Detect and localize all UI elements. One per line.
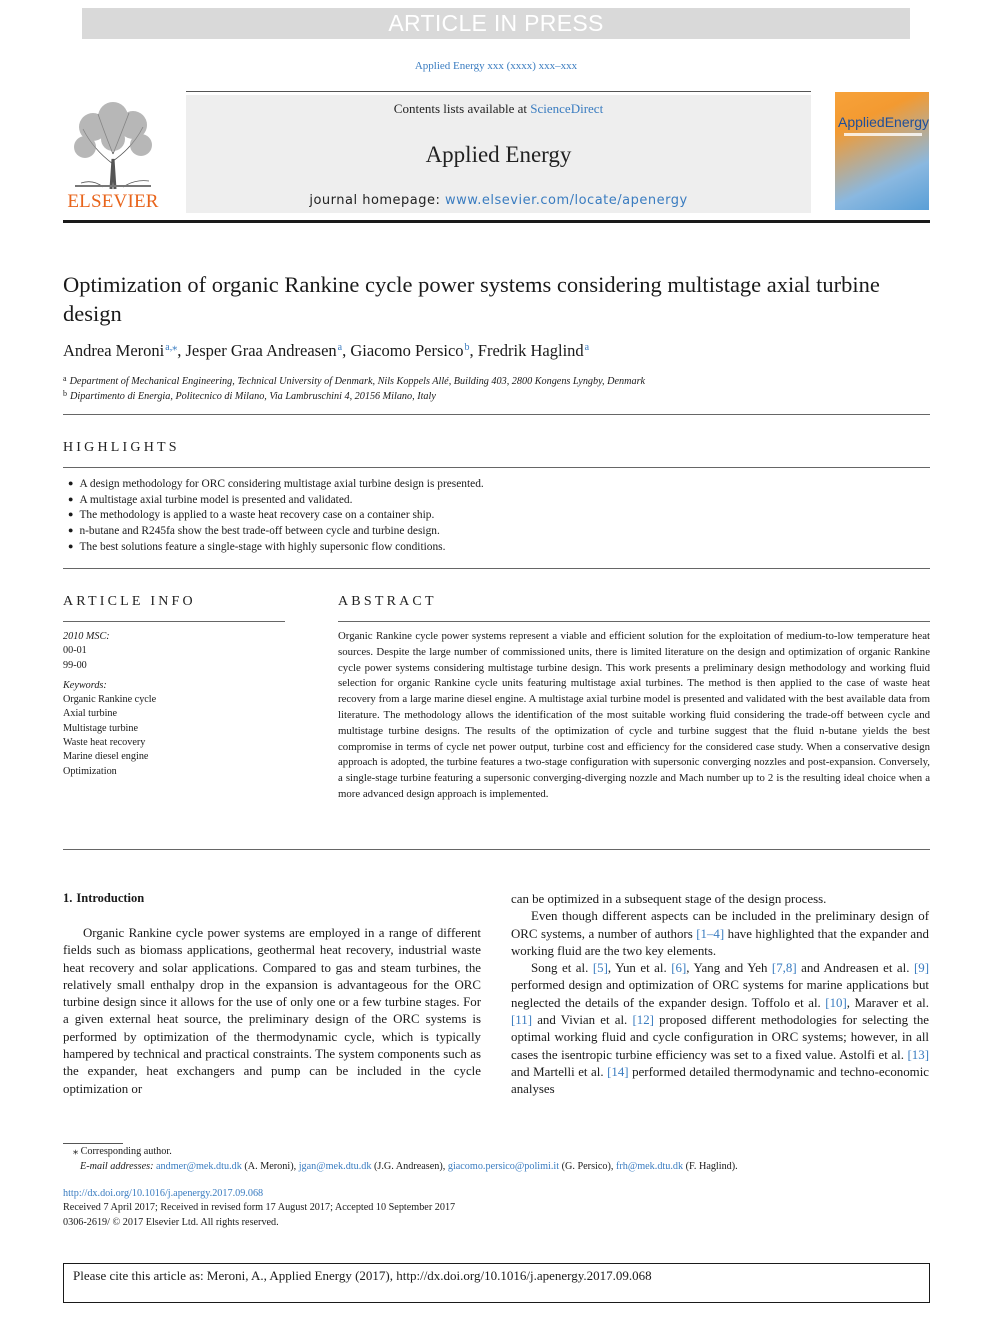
citation-link[interactable]: [1–4] bbox=[696, 926, 725, 941]
citation-link[interactable]: [10] bbox=[825, 995, 847, 1010]
article-title: Optimization of organic Rankine cycle power systems considering multistage axial turbine design bbox=[63, 272, 880, 326]
contents-line bbox=[186, 101, 811, 117]
article-in-press-banner: ARTICLE IN PRESS bbox=[82, 8, 910, 39]
journal-cover-stripe bbox=[844, 133, 922, 136]
msc-code: 00-01 bbox=[63, 645, 87, 657]
highlight-item: ● The best solutions feature a single-stage with highly supersonic flow conditions. bbox=[68, 540, 928, 556]
journal-cover-image bbox=[835, 92, 929, 210]
keywords-label: Keywords: bbox=[63, 679, 107, 691]
journal-reference-link[interactable]: Applied Energy xxx (xxxx) xxx–xxx bbox=[414, 60, 578, 72]
section-divider bbox=[63, 568, 930, 569]
email-owner: (F. Haglind). bbox=[683, 1161, 738, 1172]
affiliation bbox=[63, 374, 923, 387]
msc-label: 2010 MSC: bbox=[63, 631, 110, 642]
email-owner: (J.G. Andreasen), bbox=[371, 1161, 448, 1172]
article-info-block bbox=[63, 630, 285, 779]
journal-name: Applied Energy bbox=[425, 142, 572, 167]
citation-link[interactable]: [11] bbox=[511, 1013, 532, 1028]
footnote-rule bbox=[63, 1143, 123, 1144]
text-run: and Martelli et al. bbox=[511, 1064, 608, 1079]
journal-cover-title: AppliedEnergy bbox=[838, 114, 930, 130]
email-link[interactable]: jgan@mek.dtu.dk bbox=[298, 1161, 372, 1172]
article-info-heading: ARTICLE INFO bbox=[63, 594, 196, 609]
highlight-item: ● A design methodology for ORC considering multistage axial turbine design is presented. bbox=[68, 477, 928, 493]
affiliation-mark: b bbox=[63, 389, 67, 398]
citation-link[interactable]: [12] bbox=[632, 1013, 654, 1028]
citation-link[interactable]: [13] bbox=[907, 1047, 929, 1062]
author-marks[interactable]: a bbox=[584, 342, 590, 353]
section-divider bbox=[63, 849, 930, 850]
section-number: 1. bbox=[63, 891, 73, 905]
keyword: Axial turbine bbox=[63, 708, 118, 720]
text-run: proposed different methodologies for selecting the optimal working fluid and cycle configuration in ORC systems; however, in all cases the isentropic turbine efficiency was set to a fixed value. Astolfi et al. bbox=[511, 1013, 929, 1062]
email-owner: (G. Persico), bbox=[559, 1161, 616, 1172]
abstract-rule bbox=[338, 621, 930, 622]
body-column-left bbox=[63, 925, 481, 1098]
copyright-line: 0306-2619/ © 2017 Elsevier Ltd. All rights reserved. bbox=[63, 1217, 279, 1228]
author-name: Fredrik Haglind bbox=[477, 341, 584, 360]
text-run: performed detailed thermodynamic and techno-economic analyses bbox=[511, 1064, 929, 1097]
abstract-heading: ABSTRACT bbox=[338, 594, 437, 609]
text-run: and Andreasen et al. bbox=[796, 961, 914, 976]
corresponding-author-note: ⁎ Corresponding author. bbox=[73, 1146, 172, 1157]
contents-prefix: Contents lists available at bbox=[393, 101, 531, 116]
keyword: Marine diesel engine bbox=[63, 751, 149, 763]
email-label: E-mail addresses: bbox=[80, 1161, 154, 1172]
keyword: Optimization bbox=[63, 765, 117, 777]
email-link[interactable]: andmer@mek.dtu.dk bbox=[156, 1161, 242, 1172]
section-title: Introduction bbox=[76, 891, 145, 905]
section-divider bbox=[63, 414, 930, 415]
elsevier-wordmark: ELSEVIER bbox=[67, 191, 159, 212]
abstract-text: Organic Rankine cycle power systems represent a viable and efficient solution for the exploitation of medium-to-low temperature heat sources. Despite the large number of commissioned units, there is limited literature on the design and optimization of organic Rankine cycle power systems considering multistage turbine design. This work presents a preliminary design methodology and working fluid selection for organic Rankine cycle units featuring multistage axial turbines. The method is then applied to the case of waste heat recovery from a large marine diesel engine. A multistage axial turbine model is presented and validated with the best available data from literature. The methodology allows the identification of the most suitable working fluid considering the trade-off between cycle and multistage turbine designs. The results of the optimization of cycle and turbine suggest that the fluid n-butane yields the best compromise in terms of cycle net power output, turbine cost and efficiency for the considered case study. When a conservative design approach is adopted, the turbine features a two-stage configuration with supersonic converging nozzles and post-expansion. Conversely, a single-stage turbine featuring a supersonic converging-diverging nozzle and Mach number up to 2 is the resulting ideal choice when a more advanced design approach is implemented. bbox=[338, 630, 930, 800]
citation-link[interactable]: [7,8] bbox=[771, 961, 797, 976]
text-run: and Vivian et al. bbox=[532, 1013, 633, 1028]
author-name: Jesper Graa Andreasen bbox=[185, 341, 337, 360]
email-owner: (A. Meroni), bbox=[241, 1161, 299, 1172]
affiliation-mark: a bbox=[63, 374, 67, 383]
affiliation bbox=[63, 389, 923, 402]
affiliation-text: Department of Mechanical Engineering, Technical University of Denmark, Nils Koppels Allé, Building 403, 2800 Kongens Lyngby, Denmark bbox=[69, 376, 646, 387]
journal-homepage-line bbox=[186, 193, 811, 208]
email-link[interactable]: frh@mek.dtu.dk bbox=[615, 1161, 684, 1172]
received-dates: Received 7 April 2017; Received in revised form 17 August 2017; Accepted 10 September 2017 bbox=[63, 1202, 456, 1213]
author-name: Andrea Meroni bbox=[63, 341, 165, 360]
highlight-item: ● n-butane and R245fa show the best trade-off between cycle and turbine design. bbox=[68, 524, 928, 540]
citation-link[interactable]: [6] bbox=[671, 961, 687, 976]
keyword: Multistage turbine bbox=[63, 722, 138, 734]
affiliation-text: Dipartimento di Energia, Politecnico di Milano, Via Lambruschini 4, 20156 Milano, Italy bbox=[70, 391, 436, 402]
text-run: performed design and optimization of ORC systems for marine applications but neglected the details of the expander design. Toffolo et al. bbox=[511, 978, 929, 1010]
text-run: , Yang and Yeh bbox=[686, 961, 772, 976]
header-rule-bottom bbox=[63, 220, 930, 223]
doi-link[interactable]: http://dx.doi.org/10.1016/j.apenergy.2017.09.068 bbox=[63, 1188, 264, 1199]
citation-link[interactable]: [5] bbox=[592, 961, 608, 976]
text-run: Even though different aspects can be included in the preliminary design of ORC systems, a number of authors bbox=[511, 909, 929, 941]
author-marks[interactable]: b bbox=[464, 342, 470, 353]
highlight-item: ● The methodology is applied to a waste heat recovery case on a container ship. bbox=[68, 508, 928, 524]
article-info-rule bbox=[63, 621, 285, 622]
email-addresses bbox=[80, 1161, 930, 1172]
text-run: , Maraver et al. bbox=[846, 995, 929, 1010]
citation-link[interactable]: [14] bbox=[607, 1064, 629, 1079]
paragraph bbox=[511, 960, 929, 1098]
text-run: have highlighted that the expander and working fluid are the two key elements. bbox=[511, 926, 929, 958]
paragraph bbox=[511, 908, 929, 960]
text-run: , Yun et al. bbox=[607, 961, 672, 976]
sciencedirect-link[interactable]: ScienceDirect bbox=[530, 101, 604, 116]
journal-homepage-link[interactable]: www.elsevier.com/locate/apenergy bbox=[445, 193, 688, 208]
highlights-list bbox=[68, 477, 928, 555]
author-marks[interactable]: a,⁎ bbox=[165, 342, 178, 353]
text-run: Song et al. bbox=[531, 961, 593, 976]
highlight-item: ● A multistage axial turbine model is presented and validated. bbox=[68, 493, 928, 509]
homepage-prefix: journal homepage: bbox=[309, 193, 446, 208]
highlights-heading: HIGHLIGHTS bbox=[63, 440, 180, 455]
author-marks[interactable]: a bbox=[337, 342, 343, 353]
citation-text[interactable]: Please cite this article as: Meroni, A., Applied Energy (2017), http://dx.doi.org/10.1016/j.apenergy.2017.09.068 bbox=[73, 1268, 652, 1283]
keyword: Organic Rankine cycle bbox=[63, 694, 157, 706]
author-list: Andrea Meroni$^{a,⁎}$, Jesper Graa Andreasen$^a$, Giacomo Persico$^b$, Fredrik Haglind$^a$ bbox=[63, 341, 590, 360]
paragraph: can be optimized in a subsequent stage of the design process. bbox=[511, 892, 827, 906]
citation-link[interactable]: [9] bbox=[913, 961, 929, 976]
keyword: Waste heat recovery bbox=[63, 737, 146, 749]
header-rule-top bbox=[186, 91, 811, 92]
paragraph: Organic Rankine cycle power systems are employed in a range of different fields such as biomass applications, geothermal heat recovery, industrial waste heat recovery and solar applications. Compared to gas and steam turbines, the relatively small enthalpy drop in the expansion is advantageous for the ORC turbine design since it allows for the use of only one or a few turbine stages. For a given external heat source, the preliminary design of the ORC systems is performed by optimization of the thermodynamic cycle, which is typically hampered by technical and practical constraints. The system components such as the expander, heat exchangers and pump can be included in the cycle optimization or bbox=[63, 926, 481, 1096]
email-link[interactable]: giacomo.persico@polimi.it bbox=[447, 1161, 560, 1172]
author-name: Giacomo Persico bbox=[350, 341, 464, 360]
introduction-heading bbox=[63, 891, 144, 906]
highlights-rule bbox=[63, 467, 930, 468]
body-column-right bbox=[511, 891, 929, 1099]
msc-code: 99-00 bbox=[63, 659, 87, 671]
